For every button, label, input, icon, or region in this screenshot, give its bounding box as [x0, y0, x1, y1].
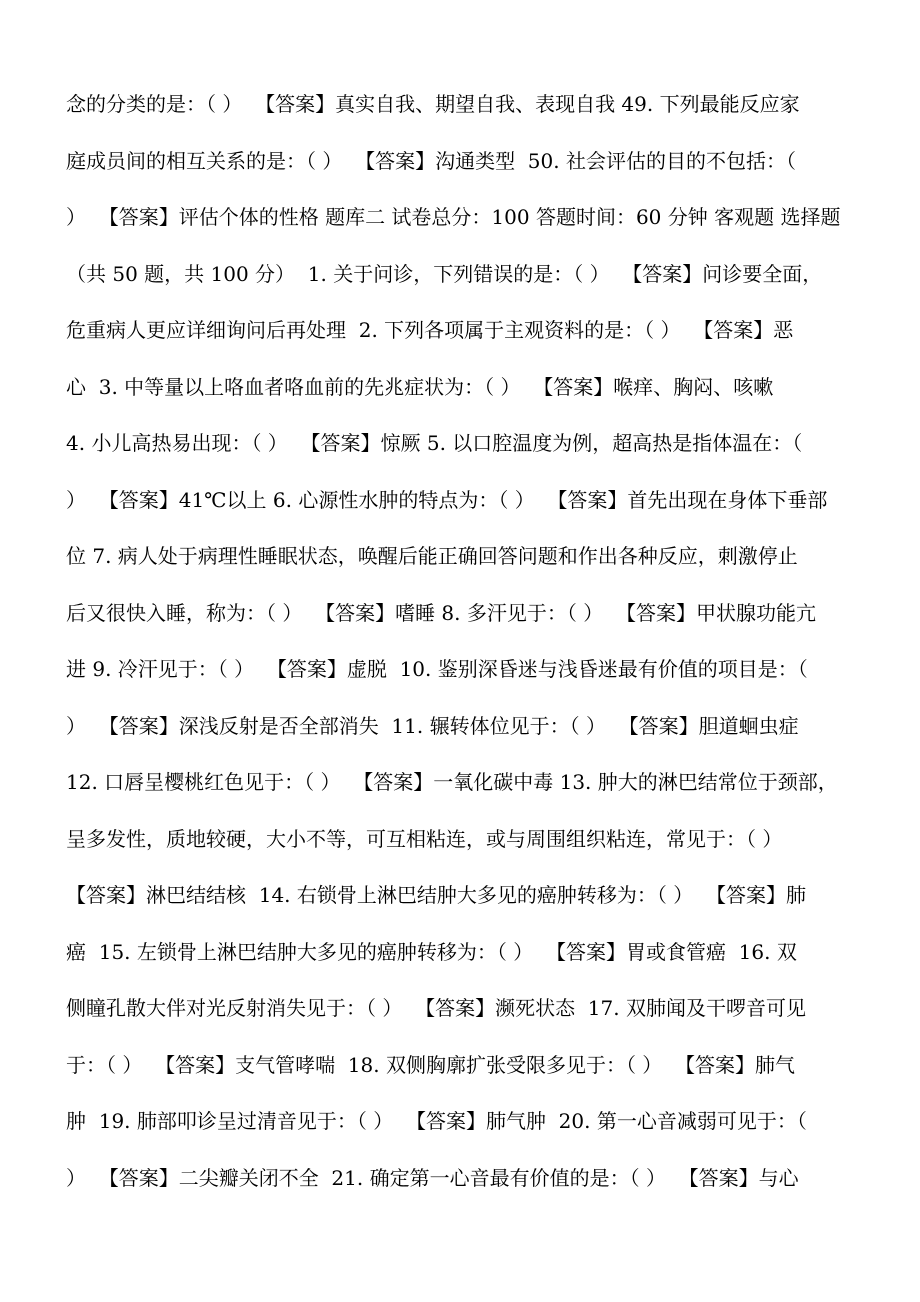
- text-line: 12. 口唇呈樱桃红色见于：（ ） 【答案】一氧化碳中毒 13. 肿大的淋巴结常位于颈部，: [66, 770, 838, 794]
- text-line: 危重病人更应详细询问后再处理 2. 下列各项属于主观资料的是：（ ） 【答案】恶: [66, 318, 794, 342]
- text-line: 肿 19. 肺部叩诊呈过清音见于：（ ） 【答案】肺气肿 20. 第一心音减弱可见于：（: [66, 1109, 807, 1133]
- text-line: 呈多发性，质地较硬，大小不等，可互相粘连，或与周围组织粘连，常见于：（ ）: [66, 826, 783, 851]
- text-line: ） 【答案】深浅反射是否全部消失 11. 辗转体位见于：（ ） 【答案】胆道蛔虫症: [66, 713, 799, 738]
- text-line: 进 9. 冷汗见于：（ ） 【答案】虚脱 10. 鉴别深昏迷与浅昏迷最有价值的项目是：（: [66, 657, 808, 681]
- text-line: 位 7. 病人处于病理性睡眠状态，唤醒后能正确回答问题和作出各种反应，刺激停止: [66, 544, 798, 568]
- text-line: 后又很快入睡，称为：（ ） 【答案】嗜睡 8. 多汗见于：（ ） 【答案】甲状腺功能亢: [66, 600, 816, 625]
- text-line: 心 3. 中等量以上咯血者咯血前的先兆症状为：（ ） 【答案】喉痒、胸闷、咳嗽: [66, 374, 774, 399]
- text-line: ） 【答案】评估个体的性格 题库二 试卷总分：100 答题时间：60 分钟 客观题 选择题: [66, 205, 841, 229]
- text-line: 于：（ ） 【答案】支气管哮喘 18. 双侧胸廓扩张受限多见于：（ ） 【答案】肺气: [66, 1052, 796, 1077]
- text-line: 4. 小儿高热易出现：（ ） 【答案】惊厥 5. 以口腔温度为例，超高热是指体温在：（: [66, 431, 803, 455]
- text-line: ） 【答案】41℃以上 6. 心源性水肿的特点为：（ ） 【答案】首先出现在身体下垂部: [66, 487, 828, 512]
- text-line: 庭成员间的相互关系的是：（ ） 【答案】沟通类型 50. 社会评估的目的不包括：（: [66, 148, 796, 173]
- text-line: ） 【答案】二尖瓣关闭不全 21. 确定第一心音最有价值的是：（ ） 【答案】与心: [66, 1165, 799, 1190]
- text-line: 癌 15. 左锁骨上淋巴结肿大多见的癌肿转移为：（ ） 【答案】胃或食管癌 16. 双: [66, 939, 797, 964]
- body-text: [66, 82, 866, 1212]
- text-line: （共 50 题，共 100 分） 1. 关于问诊，下列错误的是：（ ） 【答案】问诊要全面，: [66, 261, 823, 286]
- text-line: 侧瞳孔散大伴对光反射消失见于：（ ） 【答案】濒死状态 17. 双肺闻及干啰音可见: [66, 996, 806, 1020]
- text-line: 念的分类的是：（ ） 【答案】真实自我、期望自我、表现自我 49. 下列最能反应家: [66, 92, 800, 116]
- text-line: 【答案】淋巴结结核 14. 右锁骨上淋巴结肿大多见的癌肿转移为：（ ） 【答案】肺: [66, 883, 806, 907]
